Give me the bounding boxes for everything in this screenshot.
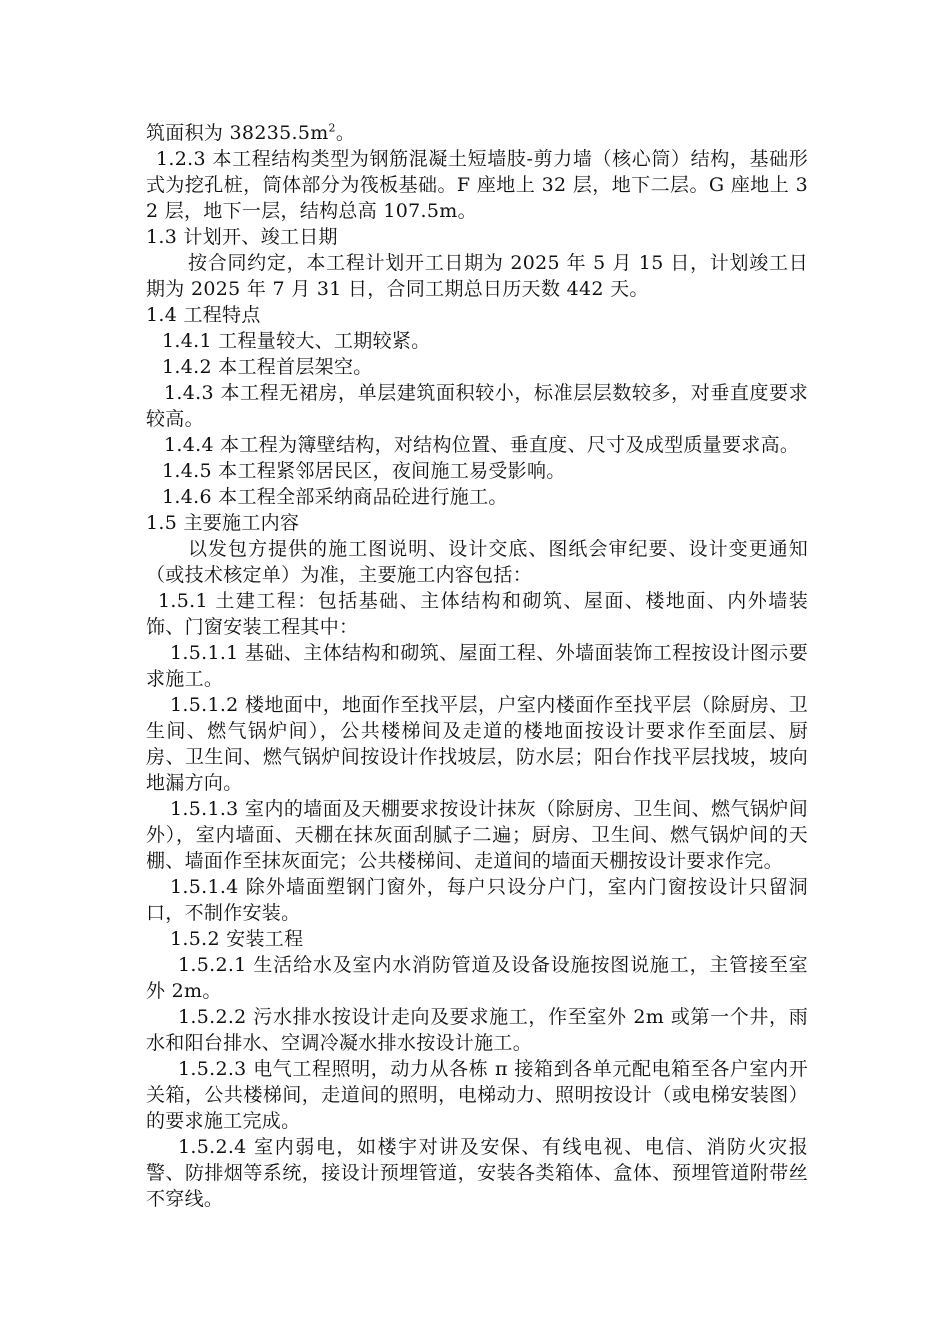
paragraph-1-5-2-2: 1.5.2.2 污水排水按设计走向及要求施工，作至室外 2m 或第一个井，雨水和阳台排水、空调冷凝水排水按设计施工。: [146, 1006, 808, 1054]
paragraph-1-4-4: 1.4.4 本工程为簿壁结构，对结构位置、垂直度、尺寸及成型质量要求高。: [164, 434, 800, 456]
paragraph-1-4-2: 1.4.2 本工程首层架空。: [162, 356, 373, 378]
paragraph-1-5-1-4: 1.5.1.4 除外墙面塑钢门窗外，每户只设分户门，室内门窗按设计只留洞口，不制作安装。: [146, 876, 808, 924]
heading-1-3: 1.3 计划开、竣工日期: [146, 226, 338, 248]
heading-1-4: 1.4 工程特点: [146, 304, 261, 326]
paragraph-scope-intro: 以发包方提供的施工图说明、设计交底、图纸会审纪要、设计变更通知（或技术核定单）为准，主要施工内容包括：: [146, 538, 808, 586]
paragraph-1-4-3: 1.4.3 本工程无裙房，单层建筑面积较小，标准层层数较多，对垂直度要求较高。: [146, 382, 808, 430]
heading-1-5: 1.5 主要施工内容: [146, 512, 300, 534]
paragraph-text: 筑面积为 38235.5m: [146, 122, 329, 144]
paragraph-1-5-2-3: 1.5.2.3 电气工程照明，动力从各栋 π 接箱到各单元配电箱至各户室内开关箱，公共楼梯间，走道间的照明，电梯动力、照明按设计（或电梯安装图）的要求施工完成。: [146, 1058, 808, 1132]
heading-1-5-2: 1.5.2 安装工程: [170, 928, 304, 950]
paragraph-1-4-1: 1.4.1 工程量较大、工期较紧。: [162, 330, 431, 352]
paragraph-1-5-1-3: 1.5.1.3 室内的墙面及天棚要求按设计抹灰（除厨房、卫生间、燃气锅炉间外），室内墙面、天棚在抹灰面刮腻子二遍；厨房、卫生间、燃气锅炉间的天棚、墙面作至抹灰面完；公共楼梯间、走道间的墙面天棚按设计要求作完。: [146, 798, 808, 872]
paragraph-1-5-1: 1.5.1 土建工程：包括基础、主体结构和砌筑、屋面、楼地面、内外墙装饰、门窗安装工程其中：: [146, 590, 808, 638]
paragraph-1-4-6: 1.4.6 本工程全部采纳商品砼进行施工。: [162, 486, 508, 508]
paragraph-1-5-2-1: 1.5.2.1 生活给水及室内水消防管道及设备设施按图说施工，主管接至室外 2m。: [146, 954, 808, 1002]
paragraph-1-5-1-1: 1.5.1.1 基础、主体结构和砌筑、屋面工程、外墙面装饰工程按设计图示要求施工。: [146, 642, 808, 690]
paragraph-text-end: 。: [335, 122, 356, 144]
paragraph-floor-area: [146, 120, 808, 146]
paragraph-1-4-5: 1.4.5 本工程紧邻居民区，夜间施工易受影响。: [162, 460, 566, 482]
paragraph-1-5-2-4: 1.5.2.4 室内弱电，如楼宇对讲及安保、有线电视、电信、消防火灾报警、防排烟等系统，接设计预埋管道，安装各类箱体、盒体、预埋管道附带丝不穿线。: [146, 1136, 808, 1210]
superscript: 2: [328, 121, 336, 135]
paragraph-1-5-1-2: 1.5.1.2 楼地面中，地面作至找平层，户室内楼面作至找平层（除厨房、卫生间、燃气锅炉间），公共楼梯间及走道的楼地面按设计要求作至面层、厨房、卫生间、燃气锅炉间按设计作找坡层，防水层；阳台作找平层找坡，坡向地漏方向。: [146, 694, 808, 794]
paragraph-1-2-3: 1.2.3 本工程结构类型为钢筋混凝土短墙肢-剪力墙（核心筒）结构，基础形式为挖孔桩，筒体部分为筏板基础。F 座地上 32 层，地下二层。G 座地上 32 层，地下一层，结构总高 107.5m。: [146, 148, 808, 222]
document-body: [146, 120, 808, 1212]
paragraph-schedule: 按合同约定，本工程计划开工日期为 2025 年 5 月 15 日，计划竣工日期为 2025 年 7 月 31 日，合同工期总日历天数 442 天。: [146, 252, 808, 300]
